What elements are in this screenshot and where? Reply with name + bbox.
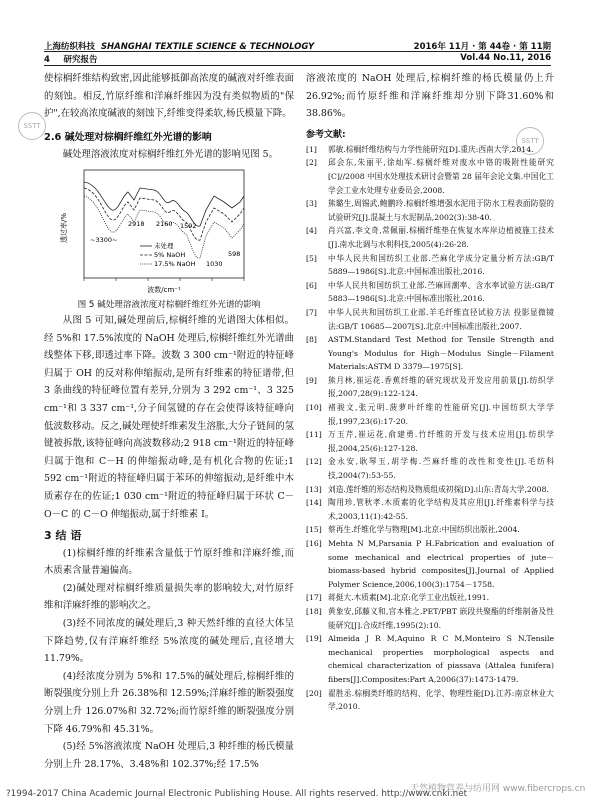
issue-info: 2016年 11月 · 第 44卷 · 第 11期 [413,42,551,52]
reference-item: [19] Almeida J R M,Aquino R C M,Monteiro S N.Tensile mechanical properties morphological aspects and chemical characterization of piassava (Attalea funifera) fibers[J].Composites:Part A,2006(37):1473-1479. [306,634,554,684]
references-heading: 参考文献: [306,129,346,140]
y-axis-label: 透过率/% [60,212,68,243]
peak-label: 2160 [156,219,173,228]
left-column [44,70,294,773]
body-paragraph: 使棕榈纤维结构致密,因此能够抵御高浓度的碱液对纤维表面的刻蚀。相反,竹原纤维和洋麻纤维因为没有类似物质的"保护",在较高浓度碱液的刻蚀下,纤维变得柔软,杨氏模量下降。 [44,73,294,120]
reference-list [306,143,554,714]
conclusion-item: (5)经 5%溶液浓度 NaOH 处理后,3 种纤维的杨氏模量分别上升 28.17%、3.48%和 102.37%;经 17.5% [44,741,294,770]
legend-label: 未处理 [154,241,174,250]
spectrum-5pct [84,188,244,240]
peak-label: 1592 [180,221,197,230]
conclusion-item: (4)经浓度分别为 5%和 17.5%的碱处理后,棕榈纤维的断裂强度分别上升 26.38%和 12.59%;洋麻纤维的断裂强度分别上升 126.07%和 32.72%;而竹原纤维的断裂强度分别下降 46.79%和 45.31%。 [44,670,294,735]
running-subheader [44,53,551,65]
body-paragraph: 从图 5 可知,碱处理前后,棕榈纤维的光谱图大体相似。经 5%和 17.5%浓度的 NaOH 处理后,棕榈纤维红外光谱曲线整体下移,即透过率下降。波数 3 300 cm⁻¹附近的特征峰归属于 OH 的反对称伸缩振动,是所有纤维素的特征谱带,但 3 条曲线的特征峰位置有差异,分别为 3 292 cm⁻¹、3 325 cm⁻¹和 3 337 cm⁻¹,分子间氢键的存在会使得该特征峰向低波数移动。反之,碱处理使纤维素发生溶胀,大分子链间的氢键被拆散,该特征峰向高波数移动;2 918 cm⁻¹附近的特征峰归属于饱和 C－H 的伸缩振动峰,是有机化合物的佐证;1 592 cm⁻¹附近的特征峰归属于苯环的伸缩振动,是纤维中木质素存在的佐证;1 030 cm⁻¹附近的特征峰归属于环状 C－O－C 的 C－O 伸缩振动,属于纤维素 Ⅰ。 [44,314,294,520]
section-heading-2-6: 2.6 碱处理对棕榈纤维红外光谱的影响 [44,131,212,143]
reference-item: [9] 熊月林,崔运花.香蕉纤维的研究现状及开发应用前景[J].纺织学报,2007,28(9):122-124. [306,375,554,399]
peak-label: 598 [228,249,241,258]
journal-name-en: SHANGHAI TEXTILE SCIENCE & TECHNOLOGY [100,42,315,52]
x-axis-label: 波数/cm⁻¹ [147,285,181,294]
peak-label: 1030 [206,259,223,268]
section-name: 研究报告 [63,55,98,65]
reference-item: [13] 刘造.莲纤维的形态结构及物质组成初探[D].山东:青岛大学,2008. [306,484,549,494]
page-number: 4 [44,55,50,65]
peak-label: ~3300~ [90,235,118,244]
reference-item: [3] 熊璐生,周锡武,鲍鹏玲.棕榈纤维增强水泥用于防水工程表面防裂的试验研究[J].混凝土与水泥制品,2002(3):38-40. [306,199,554,222]
reference-item: [8] ASTM.Standard Test Method for Tensile Strength and Young's Modulus for High－Modulus Single－Filament Materials:ASTM D 3379—1975[S]. [306,335,554,372]
header-rule [44,51,551,52]
legend-label: 17.5% NaOH [154,259,196,268]
conclusion-item: (3)经不同浓度的碱处理后,3 种天然纤维的直径大体呈下降趋势,仅有洋麻纤维经 5%浓度的碱处理后,直径增大 11.79%。 [44,618,294,665]
copyright-footer: ?1994-2017 China Academic Journal Electronic Publishing House. All rights reserved. http://www.cnki.net [6,789,468,799]
reference-item: [17] 蒋挺大.木质素[M].北京:化学工业出版社,1991. [306,593,490,603]
figure-caption: 图 5 碱处理溶液浓度对棕榈纤维红外光谱的影响 [77,299,261,310]
body-paragraph: 碱处理溶液浓度对棕榈纤维红外光谱的影响见图 5。 [62,149,278,161]
reference-item: [14] 陶用珍,管秋孝.木质素的化学结构及其应用[J].纤维素科学与技术,2003,11(1):42-55. [306,498,554,521]
chart-legend [140,241,196,268]
reference-item: [16] Mehta N M,Parsania P H.Fabrication and evaluation of some mechanical and electrical properties of jute－biomass-based hybrid composites[J].Journal of Applied Polymer Science,2006,100(3):1754－1758. [306,539,554,589]
journal-stamp-logo: SSTT [516,127,544,155]
reference-item: [15] 蔡再生.纤维化学与物理[M].北京:中国纺织出版社,2004. [306,525,520,535]
reference-item: [12] 金永安,耿琴玉,胡学梅.苎麻纤维的改性和变性[J].毛纺科技,2004(7):53-55. [306,457,554,481]
section-heading-3: 3 结 语 [44,529,82,543]
reference-item: [10] 褚骏文,张元明.菠萝叶纤维的性能研究[J].中国纺织大学学报,1997,23(6):17-20. [306,403,554,426]
conclusion-item: (1)棕榈纤维的纤维素含量低于竹原纤维和洋麻纤维,而木质素含量普遍偏高。 [44,547,294,577]
journal-name-cn: 上海纺织科技 [44,42,96,52]
reference-item: [4] 肖兴富,李文奇,常佩丽.棕榈纤维垫在恢复水库岸边植被施工技术[J].南水北调与水利科技,2005(4):26-28. [306,226,554,249]
figure-5-ir-spectra [44,166,294,298]
peak-label: 2918 [128,219,145,228]
ir-spectra-plot [44,166,294,298]
journal-stamp-logo: SSTT [18,112,46,140]
reference-item: [5] 中华人民共和国纺织工业部.苎麻化学成分定量分析方法:GB/T 5889—1986[S].北京:中国标准出版社,2016. [306,253,554,277]
subheader-rule [44,65,551,66]
right-column [306,70,554,714]
reference-item: [7] 中华人民共和国纺织工业部.羊毛纤维直径试验方法 投影显微镜法:GB/T 10685—2007[S].北京:中国标准出版社,2007. [306,307,554,331]
watermark: 天然植物营养与纺用网 www.fibercrops.cn [410,784,586,794]
issue-info-en: Vol.44 No.11, 2016 [460,53,551,63]
reference-item: [11] 万玉芹,崔运花,俞建勇.竹纤维的开发与技术应用[J].纺织学报,2004,25(6):127-128. [306,430,554,453]
conclusion-item: (2)碱处理对棕榈纤维质量损失率的影响较大,对竹原纤维和洋麻纤维的影响次之。 [44,582,294,612]
legend-label: 5% NaOH [154,250,186,259]
body-paragraph: 溶液浓度的 NaOH 处理后,棕榈纤维的杨氏模量仍上升 26.92%;而竹原纤维和洋麻纤维却分别下降31.60%和 38.86%。 [306,73,554,120]
reference-item: [20] 翟胜丞.棕榈类纤维的结构、化学、物理性能[D].江苏:南京林业大学,2010. [306,688,554,712]
reference-item: [2] 邱会东,朱丽平,徐灿军.棕榈纤维对废水中铬的吸附性能研究[C]//2008 中国水处理技术研讨会暨第 28 届年会论文集.中国化工学会工业水处理专业委员会,2008. [306,158,554,195]
reference-item: [18] 黄象安,邱藤义和,宫本雅之.PET/PBT 嵌段共聚酯的纤维制备及性能研究[J].合成纤维,1995(2):10. [306,606,554,630]
reference-item: [1] 郭敏.棕榈纤维结构与力学性能研究[D].重庆:西南大学,2014. [306,144,534,154]
reference-item: [6] 中华人民共和国纺织工业部.苎麻回潮率、含水率试验方法:GB/T 5883—1986[S].北京:中国标准出版社,2016. [306,280,554,304]
